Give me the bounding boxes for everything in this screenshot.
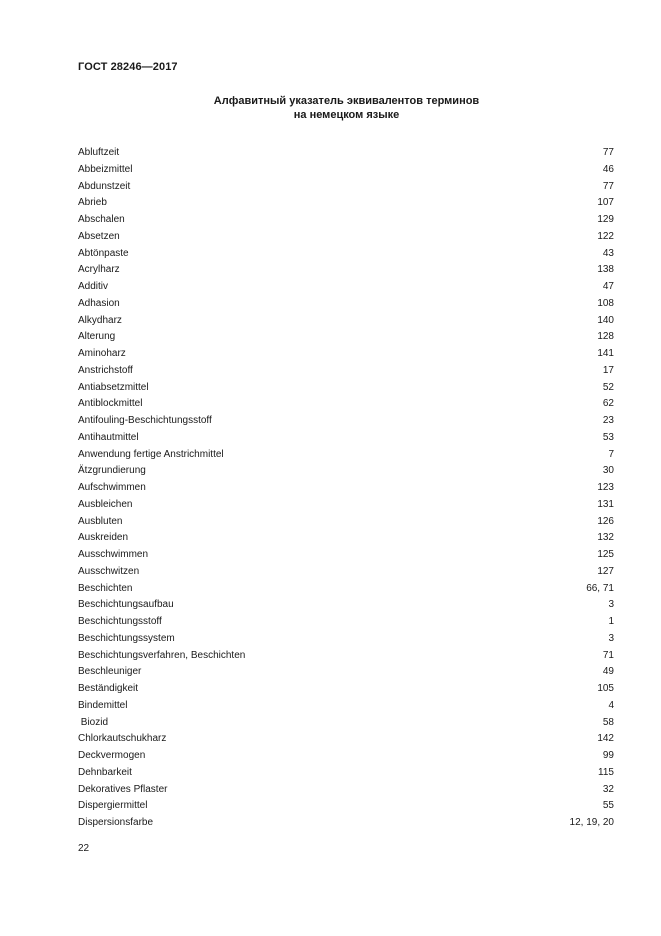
index-page-ref: 142 [597,733,614,745]
index-entry [78,363,614,380]
index-entry [78,681,614,698]
index-title-line-2: на немецком языке [293,109,400,121]
index-term: Ausschwimmen [78,549,149,560]
index-entry [78,631,614,648]
index-page-ref: 141 [597,348,614,359]
index-term: Aminoharz [78,348,126,359]
index-entry [78,447,614,464]
index-entry [78,664,614,681]
index-page-ref: 47 [602,281,614,292]
index-entry [78,212,614,229]
index-term: Deckvermogen [78,750,146,761]
document-code: ГОСТ 28246—2017 [78,61,178,73]
index-page-ref: 129 [597,214,614,225]
index-entry [78,262,614,279]
index-page-ref: 32 [602,783,614,795]
index-term: Abluftzeit [78,147,120,158]
index-entry [78,698,614,715]
index-term: Ausbluten [78,515,123,527]
index-entry [78,530,614,547]
index-entry [78,162,614,179]
index-term: Adhasion [78,297,120,309]
index-entry [78,765,614,782]
index-entry [78,480,614,497]
index-term: Antiblockmittel [78,398,143,410]
term-index-list [78,145,614,832]
index-page-ref: 71 [602,649,614,661]
index-term: Alkydharz [78,314,122,326]
index-entry [78,413,614,430]
index-entry [78,581,614,598]
index-entry [78,246,614,263]
index-term: Antifouling-Beschichtungsstoff [78,415,212,426]
index-entry [78,748,614,765]
index-term: Beständigkeit [78,683,139,694]
index-term: Ätzgrundierung [78,465,146,477]
index-page-ref: 107 [597,197,614,209]
index-term: Chlorkautschukharz [78,733,167,745]
index-page-ref: 77 [602,147,614,158]
index-term: Acrylharz [78,264,120,276]
index-page-ref: 123 [597,482,614,493]
index-title-line-1: Алфавитный указатель эквивалентов терминов [213,95,480,107]
index-term: Ausbleichen [78,498,133,510]
index-term: Beschichten [78,582,133,594]
index-term: Dispergiermittel [78,800,148,812]
index-entry [78,782,614,799]
index-page-ref: 115 [598,766,614,778]
index-page-ref: 1 [608,616,614,627]
index-term: Anstrichstoff [78,364,133,376]
index-page-ref: 62 [602,398,614,410]
index-entry [78,715,614,732]
index-term: Abschalen [78,214,125,225]
index-term: Beschichtungssystem [78,632,175,644]
index-entry [78,396,614,413]
index-term: Aufschwimmen [78,482,146,493]
index-term: Beschichtungsverfahren, Beschichten [78,649,246,661]
index-term: Abbeizmittel [78,163,133,175]
index-term: Dekoratives Pflaster [78,783,168,795]
index-page-ref: 128 [597,331,614,343]
index-page-ref: 105 [597,683,614,694]
index-page-ref: 58 [602,716,614,728]
index-term: Abrieb [78,197,107,209]
index-entry [78,648,614,665]
index-page-ref: 131 [597,498,614,510]
index-page-ref: 127 [597,565,614,577]
index-page-ref: 46 [602,163,614,175]
index-entry [78,430,614,447]
index-page-ref: 53 [602,431,614,443]
index-term: Abdunstzeit [78,180,131,192]
index-term: Ausschwitzen [78,565,140,577]
index-term: Auskreiden [78,532,129,544]
index-entry [78,815,614,832]
index-entry [78,463,614,480]
index-page-ref: 17 [602,364,614,376]
index-page-ref: 3 [608,599,614,611]
index-entry [78,597,614,614]
index-page-ref: 77 [602,180,614,192]
index-entry [78,279,614,296]
index-term: Antiabsetzmittel [78,381,149,393]
index-term: Absetzen [78,230,120,242]
index-page-ref: 3 [608,632,614,644]
index-entry [78,731,614,748]
index-entry [78,798,614,815]
index-term: Bindemittel [78,699,128,711]
index-term: Dispersionsfarbe [78,817,154,828]
index-term: Beschichtungsaufbau [78,599,174,611]
index-entry [78,380,614,397]
index-entry [78,614,614,631]
index-term: Beschichtungsstoff [78,616,162,627]
index-page-ref: 7 [608,448,614,460]
index-entry [78,145,614,162]
index-entry [78,497,614,514]
index-page-ref: 125 [597,549,614,560]
index-term: Antihautmittel [78,431,139,443]
index-page-ref: 140 [597,314,614,326]
index-term: Additiv [78,281,109,292]
page-number: 22 [78,843,90,854]
index-entry [78,346,614,363]
index-entry [78,547,614,564]
index-page-ref: 43 [602,247,614,259]
index-entry [78,179,614,196]
index-page-ref: 66, 71 [586,582,614,594]
index-term: Abtönpaste [78,247,129,259]
index-page-ref: 99 [602,750,614,761]
index-page-ref: 52 [602,381,614,393]
index-page-ref: 55 [602,800,614,812]
index-page-ref: 126 [597,515,614,527]
index-page-ref: 108 [597,297,614,309]
index-page-ref: 122 [597,230,614,242]
index-page-ref: 30 [602,465,614,477]
index-entry [78,329,614,346]
index-page-ref: 4 [608,699,614,711]
index-term: Alterung [78,331,116,343]
index-entry [78,514,614,531]
index-term: Dehnbarkeit [78,766,132,778]
index-term: Beschleuniger [78,666,142,678]
index-term: Biozid [78,716,109,728]
index-entry [78,564,614,581]
index-page-ref: 132 [597,532,614,544]
index-entry [78,296,614,313]
index-page-ref: 49 [602,666,614,678]
index-term: Anwendung fertige Anstrichmittel [78,448,224,460]
index-page-ref: 12, 19, 20 [569,817,614,828]
index-entry [78,195,614,212]
index-page-ref: 138 [597,264,614,276]
index-page-ref: 23 [602,415,614,426]
index-entry [78,229,614,246]
index-entry [78,313,614,330]
